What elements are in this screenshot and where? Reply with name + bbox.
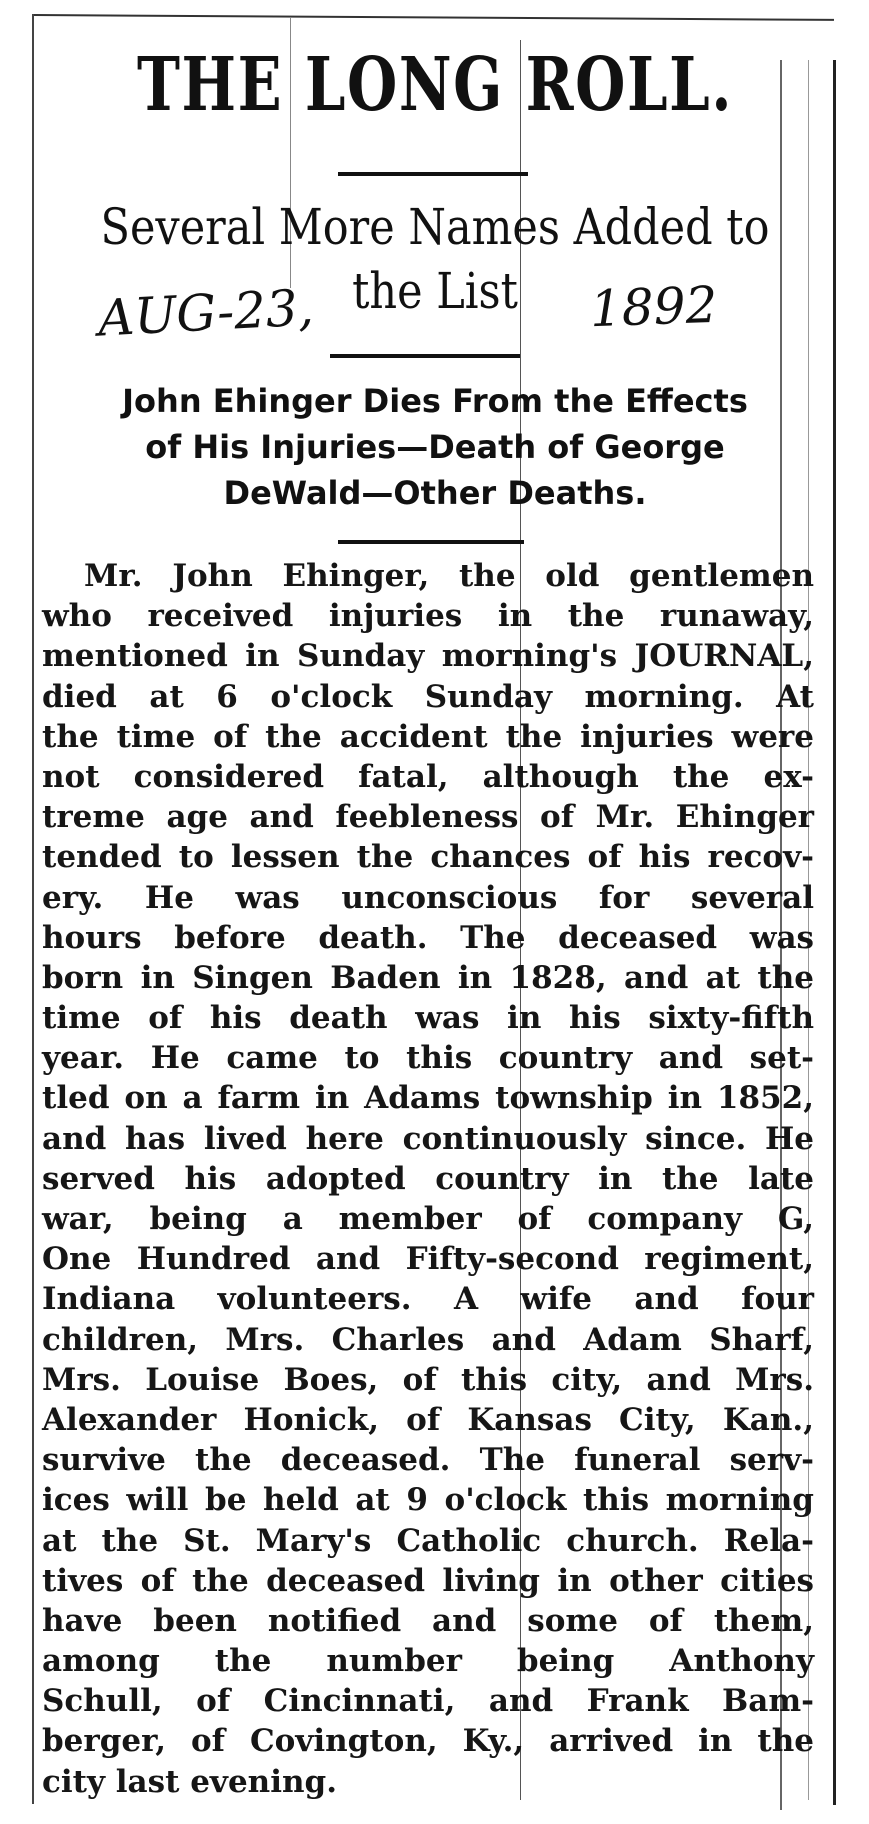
article-line: hours before death. The deceased was: [42, 919, 814, 956]
subheadline-line-2: the List: [352, 262, 518, 320]
clipping-top-edge: [34, 14, 834, 21]
article-line: survive the deceased. The funeral serv-: [42, 1442, 814, 1479]
article-line: war, being a member of company G,: [42, 1201, 814, 1237]
article-line: served his adopted country in the late: [42, 1160, 814, 1197]
article-line: treme age and feebleness of Mr. Ehinger: [42, 799, 814, 836]
article-line: not considered fatal, although the ex-: [42, 758, 814, 795]
article-line: tended to lessen the chances of his recov-: [42, 839, 814, 876]
article-line: Mrs. Louise Boes, of this city, and Mrs.: [42, 1361, 814, 1398]
article-line: who received injuries in the runaway,: [42, 598, 814, 635]
article-line: at the St. Mary's Catholic church. Rela-: [42, 1522, 814, 1559]
article-line: Indiana volunteers. A wife and four: [42, 1281, 814, 1318]
article-line: city last evening.: [42, 1763, 337, 1800]
deck-line-1: John Ehinger Dies From the Effects: [122, 382, 748, 420]
article-line: Alexander Honick, of Kansas City, Kan.,: [42, 1401, 814, 1438]
clipping-right-edge: [833, 60, 836, 1805]
article-body: [42, 556, 814, 1802]
article-line: ery. He was unconscious for several: [42, 879, 814, 916]
article-line: born in Singen Baden in 1828, and at the: [42, 959, 814, 996]
article-line: tives of the deceased living in other cities: [42, 1562, 814, 1599]
article-line: the time of the accident the injuries were: [42, 718, 814, 755]
article-line: berger, of Covington, Ky., arrived in the: [42, 1723, 814, 1760]
deck-line-2: of His Injuries—Death of George: [145, 428, 725, 466]
article-line: Schull, of Cincinnati, and Frank Bam-: [42, 1683, 814, 1720]
article-line: time of his death was in his sixty-fifth: [42, 1000, 814, 1037]
article-line: have been notified and some of them,: [42, 1602, 814, 1639]
deck-line-3: DeWald—Other Deaths.: [223, 474, 647, 512]
clipping-left-edge: [32, 14, 34, 1804]
divider-rule: [338, 172, 528, 176]
divider-rule: [330, 354, 520, 358]
divider-rule: [338, 540, 524, 544]
article-line: ices will be held at 9 o'clock this morning: [42, 1482, 814, 1519]
subheadline-line-1: Several More Names Added to: [100, 198, 770, 256]
handwritten-year: 1892: [589, 275, 719, 339]
article-line: year. He came to this country and set-: [42, 1040, 814, 1077]
handwritten-date: AUG-23,: [96, 278, 315, 348]
article-line: and has lived here continuously since. He: [42, 1120, 814, 1157]
article-line: children, Mrs. Charles and Adam Sharf,: [42, 1321, 814, 1358]
headline: THE LONG ROLL.: [137, 42, 733, 128]
article-line: Mr. John Ehinger, the old gentlemen: [84, 558, 814, 594]
article-line: mentioned in Sunday morning's JOURNAL,: [42, 638, 814, 675]
article-line: One Hundred and Fifty-second regiment,: [42, 1241, 814, 1278]
article-line: tled on a farm in Adams township in 1852,: [42, 1080, 814, 1117]
article-line: died at 6 o'clock Sunday morning. At: [42, 678, 814, 715]
article-line: among the number being Anthony: [42, 1643, 814, 1680]
